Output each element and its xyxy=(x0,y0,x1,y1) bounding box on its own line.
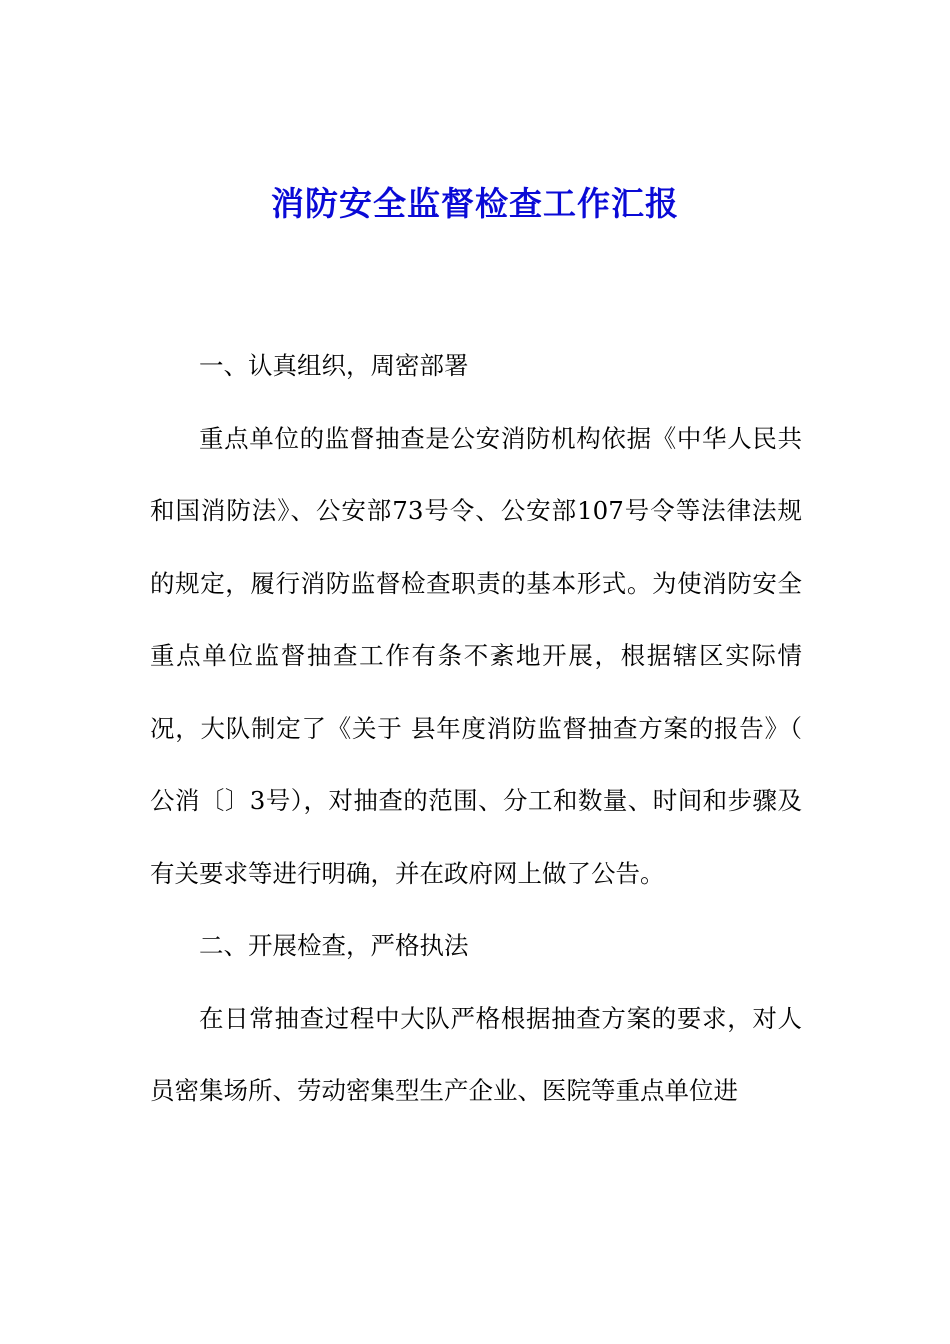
document-title: 消防安全监督检查工作汇报 xyxy=(271,184,679,223)
document-body xyxy=(150,330,802,1128)
section-heading-1: 一、认真组织，周密部署 xyxy=(199,351,469,380)
paragraph-1: 重点单位的监督抽查是公安消防机构依据《中华人民共和国消防法》、公安部73号令、公安部107号令等法律法规的规定，履行消防监督检查职责的基本形式。为使消防安全重点单位监督抽查工作有条不紊地开展，根据辖区实际情况，大队制定了《关于 县年度消防监督抽查方案的报告》（ 公消〔〕3号），对抽查的范围、分工和数量、时间和步骤及有关要求等进行明确，并在政府网上做了公告。 xyxy=(150,423,802,888)
paragraph-2: 在日常抽查过程中大队严格根据抽查方案的要求，对人员密集场所、劳动密集型生产企业、医院等重点单位进 xyxy=(150,1003,802,1105)
section-heading-2: 二、开展检查，严格执法 xyxy=(199,931,469,960)
